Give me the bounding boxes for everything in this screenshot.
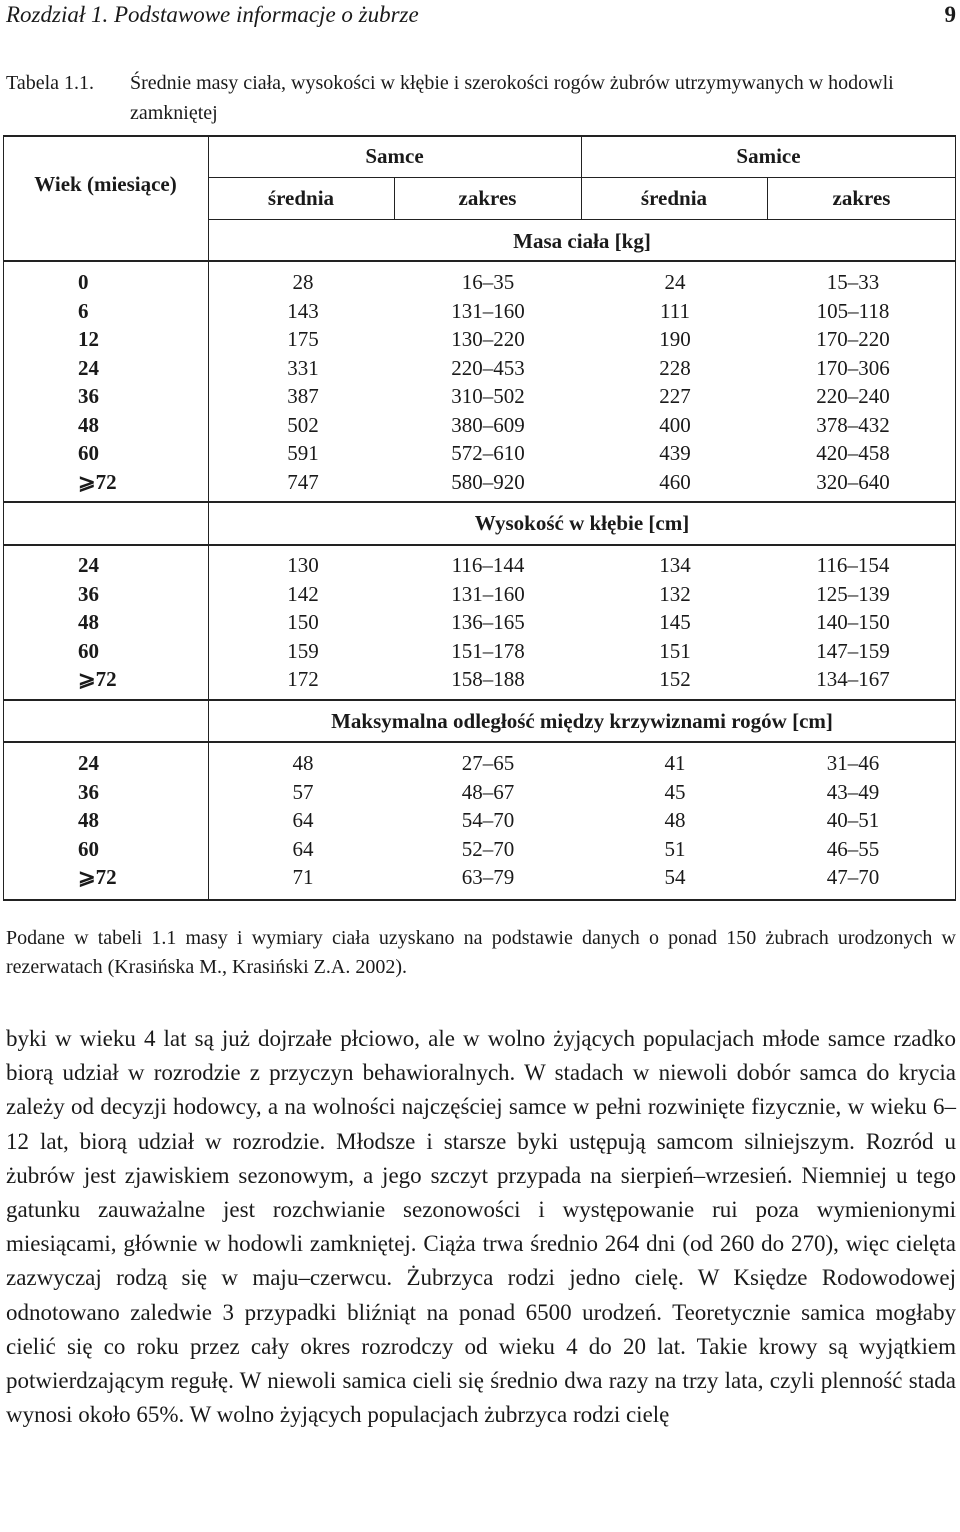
- female-range-cell: 46–55: [826, 836, 880, 861]
- male-range-cell: 54–70: [461, 808, 515, 832]
- age-cell: 6: [78, 298, 89, 323]
- age-cell: 60: [78, 441, 99, 465]
- male-mean-cell: 159: [287, 638, 319, 663]
- female-mean-cell: 400: [659, 412, 691, 437]
- age-cell: 36: [78, 581, 99, 606]
- section-rule-1a: [3, 501, 956, 503]
- section-rule-2b: [3, 741, 956, 743]
- female-mean-cell: 54: [664, 865, 686, 889]
- male-mean-cell: 64: [292, 836, 314, 861]
- age-cell: ⩾72: [78, 865, 117, 889]
- female-range-cell: 220–240: [816, 384, 890, 408]
- female-mean-cell: 190: [659, 327, 691, 351]
- male-range-cell: 131–160: [451, 581, 525, 606]
- male-range-cell: 572–610: [451, 441, 525, 465]
- male-range-cell: 16–35: [461, 270, 515, 294]
- female-mean-cell: 51: [664, 836, 686, 861]
- age-cell: 60: [78, 836, 99, 861]
- table-caption-text: Średnie masy ciała, wysokości w kłębie i szerokości rogów żubrów utrzymywanych w hodowli zamkniętej: [130, 72, 894, 124]
- male-mean-cell: 142: [287, 581, 319, 606]
- male-range-cell: 116–144: [451, 553, 525, 577]
- table-row: [3, 268, 956, 296]
- female-mean-cell: 24: [664, 270, 686, 294]
- female-range-cell: 134–167: [816, 667, 890, 691]
- female-range-cell: 105–118: [816, 298, 890, 323]
- data-table: [3, 135, 956, 901]
- running-title: Rozdział 1. Podstawowe informacje o żubrze: [6, 2, 419, 27]
- subheader-male-range: zakres: [458, 186, 517, 210]
- female-mean-cell: 152: [659, 667, 691, 691]
- male-range-cell: 136–165: [451, 610, 525, 634]
- female-range-cell: 40–51: [826, 808, 880, 832]
- age-cell: 36: [78, 779, 99, 804]
- table-row: [3, 411, 956, 439]
- table-source-note: Podane w tabeli 1.1 masy i wymiary ciała uzyskano na podstawie danych o ponad 150 żubrach urodzonych w rezerwatach (Krasińska M., Krasiński Z.A. 2002).: [6, 927, 956, 978]
- female-range-cell: 147–159: [816, 638, 890, 663]
- age-cell: 36: [78, 384, 99, 408]
- male-mean-cell: 143: [287, 298, 319, 323]
- section-rule-2a: [3, 699, 956, 701]
- female-mean-cell: 460: [659, 469, 691, 494]
- age-cell: 24: [78, 355, 99, 380]
- sex-header-rule: [208, 177, 956, 178]
- table-row: [3, 778, 956, 806]
- female-range-cell: 116–154: [816, 553, 890, 577]
- age-cell: ⩾72: [78, 667, 117, 691]
- female-range-cell: 170–306: [816, 355, 890, 380]
- male-mean-cell: 130: [287, 553, 319, 577]
- female-range-cell: 378–432: [816, 412, 890, 437]
- table-row: [3, 749, 956, 777]
- male-mean-cell: 48: [292, 751, 314, 775]
- table-row: [3, 325, 956, 353]
- age-cell: 48: [78, 610, 99, 634]
- age-cell: ⩾72: [78, 469, 117, 494]
- table-caption: [6, 68, 956, 124]
- female-range-cell: 170–220: [816, 327, 890, 351]
- female-range-cell: 420–458: [816, 441, 890, 465]
- male-mean-cell: 502: [287, 412, 319, 437]
- table-row: [3, 835, 956, 863]
- female-mean-cell: 151: [659, 638, 691, 663]
- table-row: [3, 806, 956, 834]
- male-range-cell: 27–65: [461, 751, 515, 775]
- age-cell: 24: [78, 553, 99, 577]
- male-mean-cell: 331: [287, 355, 319, 380]
- running-header: [6, 2, 956, 32]
- body-paragraph: byki w wieku 4 lat są już dojrzałe płciowo, ale w wolno żyjących populacjach młode samce rzadko biorą udział w rozrodzie z przyczyn behawioralnych. W stadach w niewoli dobór samca do krycia zależy od decyzji hodowcy, a na wolności najczęściej samce w pełni rozwinięte fizycznie, w wieku 6–12 lat, biorą udział w rozrodzie. Młodsze i starsze byki ustępują samcom silniejszym. Rozród u żubrów jest zjawiskiem sezonowym, a jego szczyt przypada na sierpień–wrzesień. Niemniej u tego gatunku zauważalne jest rozchwianie sezonowości i występowanie rui poza wymienionymi miesiącami, głównie w hodowli zamkniętej. Ciąża trwa średnio 264 dni (od 260 do 270), więc cielęta zazwyczaj rodzą się w maju–czerwcu. Żubrzyca rodzi jedno cielę. W Księdze Rodowodowej odnotowano zaledwie 3 przypadki bliźniąt na ponad 6500 urodzeń. Teoretycznie samica mogłaby cielić się co roku przez cały okres rozrodczy od wieku 4 do 20 lat. Takie krowy są wyjątkiem potwierdzającym regułę. W niewoli samica cieli się średnio dwa razy na trzy lata, czyli plenność stada wynosi około 65%. W wolno żyjących populacjach żubrzyca rodzi cielę: [6, 1026, 956, 1428]
- male-range-cell: 63–79: [461, 865, 515, 889]
- male-mean-cell: 64: [292, 808, 314, 832]
- female-range-cell: 15–33: [826, 270, 880, 294]
- male-range-cell: 580–920: [451, 469, 525, 494]
- male-range-cell: 310–502: [451, 384, 525, 408]
- male-mean-cell: 591: [287, 441, 319, 465]
- table-row: [3, 468, 956, 496]
- header-bottom-rule: [3, 260, 956, 262]
- females-header: Samice: [736, 144, 801, 168]
- table-top-rule: [3, 135, 956, 137]
- female-mean-cell: 48: [664, 808, 686, 832]
- male-range-cell: 158–188: [451, 667, 525, 691]
- table-row: [3, 551, 956, 579]
- male-range-cell: 130–220: [451, 327, 525, 351]
- male-range-cell: 380–609: [451, 412, 525, 437]
- age-cell: 24: [78, 751, 99, 775]
- male-range-cell: 220–453: [451, 355, 525, 380]
- male-mean-cell: 175: [287, 327, 319, 351]
- section-title-height: Wysokość w kłębie [cm]: [474, 511, 690, 535]
- age-cell: 0: [78, 270, 89, 294]
- subheader-female-mean: średnia: [640, 186, 708, 210]
- female-range-cell: 47–70: [826, 865, 880, 889]
- subheader-rule: [208, 219, 956, 220]
- table-caption-label: Tabela 1.1.: [6, 72, 95, 94]
- table-row: [3, 439, 956, 467]
- table-row: [3, 863, 956, 891]
- table-bottom-rule: [3, 899, 956, 901]
- male-range-cell: 52–70: [461, 836, 515, 861]
- section-rule-1b: [3, 544, 956, 546]
- table-row: [3, 297, 956, 325]
- age-cell: 60: [78, 638, 99, 663]
- age-column-header: Wiek (miesiące): [34, 172, 177, 196]
- section-title-mass: Masa ciała [kg]: [513, 229, 651, 253]
- female-mean-cell: 111: [660, 298, 690, 323]
- female-mean-cell: 134: [659, 553, 691, 577]
- age-cell: 48: [78, 412, 99, 437]
- female-range-cell: 43–49: [826, 779, 880, 804]
- table-row: [3, 665, 956, 693]
- male-mean-cell: 150: [287, 610, 319, 634]
- male-range-cell: 48–67: [461, 779, 515, 804]
- male-mean-cell: 172: [287, 667, 319, 691]
- female-range-cell: 125–139: [816, 581, 890, 606]
- female-mean-cell: 439: [659, 441, 691, 465]
- male-mean-cell: 57: [292, 779, 314, 804]
- table-row: [3, 354, 956, 382]
- age-cell: 48: [78, 808, 99, 832]
- female-range-cell: 31–46: [826, 751, 880, 775]
- female-mean-cell: 41: [664, 751, 686, 775]
- female-mean-cell: 145: [659, 610, 691, 634]
- female-mean-cell: 132: [659, 581, 691, 606]
- subheader-male-mean: średnia: [267, 186, 335, 210]
- age-cell: 12: [78, 327, 99, 351]
- female-mean-cell: 227: [659, 384, 691, 408]
- page-number: 9: [944, 2, 956, 27]
- table-row: [3, 580, 956, 608]
- table-row: [3, 382, 956, 410]
- female-range-cell: 320–640: [816, 469, 890, 494]
- males-header: Samce: [365, 144, 424, 168]
- female-mean-cell: 228: [659, 355, 691, 380]
- female-mean-cell: 45: [664, 779, 686, 804]
- table-row: [3, 637, 956, 665]
- male-range-cell: 151–178: [451, 638, 525, 663]
- female-range-cell: 140–150: [816, 610, 890, 634]
- table-row: [3, 608, 956, 636]
- subheader-female-range: zakres: [832, 186, 891, 210]
- male-mean-cell: 28: [292, 270, 314, 294]
- male-range-cell: 131–160: [451, 298, 525, 323]
- male-mean-cell: 387: [287, 384, 319, 408]
- section-title-horns: Maksymalna odległość między krzywiznami rogów [cm]: [331, 709, 833, 733]
- male-mean-cell: 71: [292, 865, 314, 889]
- male-mean-cell: 747: [287, 469, 319, 494]
